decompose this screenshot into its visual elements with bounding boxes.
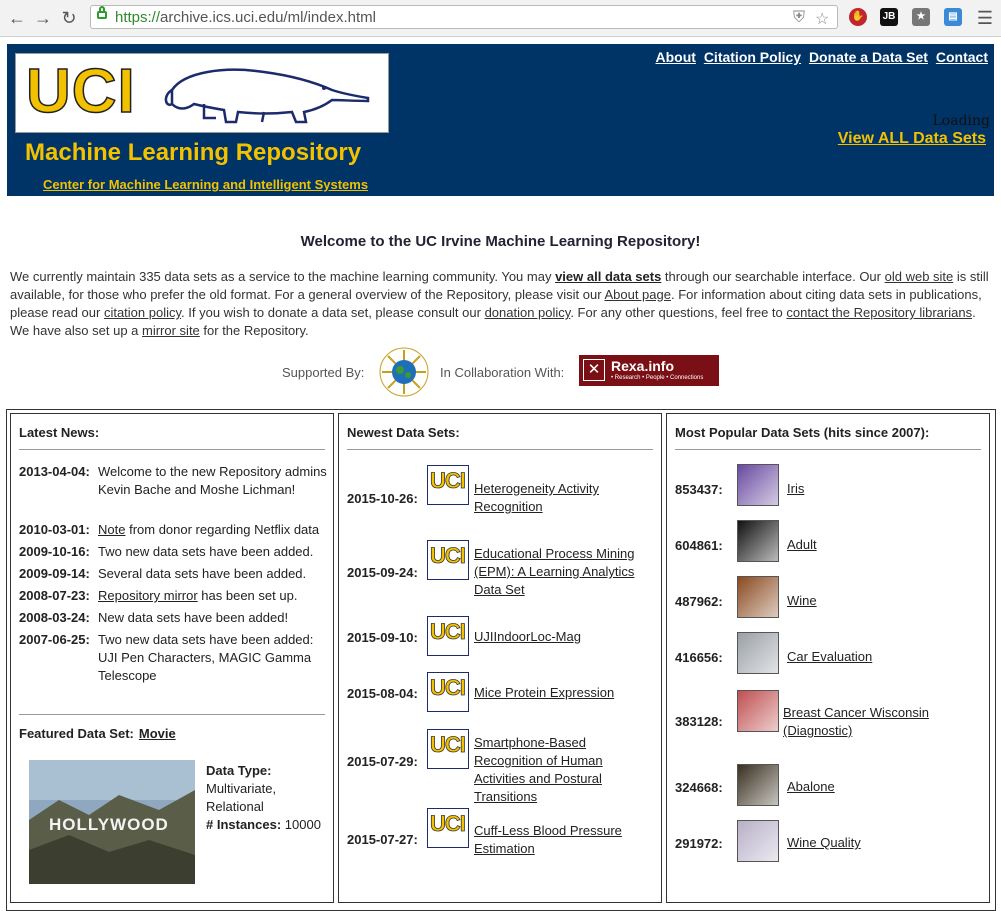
popular-data-sets-title: Most Popular Data Sets (hits since 2007): <box>675 425 930 440</box>
dataset-link[interactable]: Breast Cancer Wisconsin (Diagnostic) <box>783 705 929 738</box>
dataset-date: 2015-07-29: <box>347 754 418 769</box>
reload-icon[interactable]: ↻ <box>61 8 77 28</box>
bookmark-star-icon[interactable]: ☆ <box>815 11 830 28</box>
dataset-link[interactable]: Adult <box>787 537 817 552</box>
data-type-label: Data Type: <box>206 763 272 778</box>
loading-text: Loading <box>932 113 990 129</box>
lock-icon <box>97 11 107 19</box>
intro-paragraph: We currently maintain 335 data sets as a service to the machine learning community. You may view all data sets through our searchable interface. Our old web site is still available, for those who prefer the old format. For a general overview of the Repository, please visit our About page. For information about citing data sets in publications, please read our citation policy. If you wish to donate a data set, please consult our donation policy. For any other questions, feel free to contact the Repository librarians. We have also set up a mirror site for the Repository. <box>10 269 989 338</box>
mirror-site-link[interactable]: mirror site <box>142 323 200 338</box>
netflix-note-link[interactable]: Note <box>98 522 126 537</box>
back-arrow-icon[interactable]: ← <box>8 8 26 28</box>
rexa-logo[interactable] <box>579 355 719 386</box>
contact-librarians-link[interactable]: contact the Repository librarians <box>786 305 973 320</box>
shield-icon[interactable]: ⛨ <box>793 9 806 26</box>
dataset-date: 2015-09-24: <box>347 565 418 580</box>
divider <box>19 714 325 715</box>
featured-movie-link[interactable]: Movie <box>138 726 176 741</box>
dataset-link[interactable]: Cuff-Less Blood Pressure Estimation <box>474 823 622 856</box>
citation-policy-inline-link[interactable]: citation policy <box>103 305 182 320</box>
hit-count: 324668: <box>675 780 723 795</box>
divider <box>675 449 981 450</box>
citation-policy-link[interactable]: Citation Policy <box>703 49 802 65</box>
folder-icon[interactable]: ▤ <box>944 8 962 26</box>
latest-news-panel <box>10 413 334 903</box>
forward-arrow-icon[interactable]: → <box>34 8 52 28</box>
dataset-link[interactable]: Mice Protein Expression <box>474 685 615 700</box>
url-text[interactable]: https://archive.ics.uci.edu/ml/index.html <box>115 9 376 26</box>
rexa-tagline: • Research • People • Connections <box>611 375 704 381</box>
news-date: 2013-04-04: <box>19 464 90 479</box>
dataset-link[interactable]: Car Evaluation <box>787 649 873 664</box>
hit-count: 291972: <box>675 836 723 851</box>
site-header <box>7 44 994 196</box>
browser-toolbar <box>0 0 1001 37</box>
adblock-icon[interactable]: ✋ <box>849 8 867 26</box>
uci-thumb-icon[interactable]: UCI <box>427 808 469 848</box>
hit-count: 487962: <box>675 594 723 609</box>
news-date: 2008-07-23: <box>19 588 90 603</box>
hit-count: 853437: <box>675 482 723 497</box>
donation-policy-link[interactable]: donation policy <box>484 305 571 320</box>
featured-data-set: Featured Data Set: Movie <box>19 726 176 741</box>
dataset-link[interactable]: Educational Process Mining (EPM): A Learning Analytics Data Set <box>474 546 635 597</box>
adult-thumb[interactable] <box>737 520 779 562</box>
wine-quality-thumb[interactable] <box>737 820 779 862</box>
hit-count: 383128: <box>675 714 723 729</box>
news-date: 2010-03-01: <box>19 522 90 537</box>
news-text: Two new data sets have been added: UJI Pen Characters, MAGIC Gamma Telescope <box>98 632 314 683</box>
news-text: New data sets have been added! <box>98 610 289 625</box>
uci-logo[interactable] <box>15 53 389 133</box>
repository-mirror-link[interactable]: Repository mirror <box>98 588 198 603</box>
news-text: Several data sets have been added. <box>98 566 307 581</box>
anteater-icon <box>164 60 374 126</box>
news-text: Two new data sets have been added. <box>98 544 314 559</box>
news-text: Welcome to the new Repository admins Kevin Bache and Moshe Lichman! <box>98 464 327 497</box>
dataset-link[interactable]: Heterogeneity Activity Recognition <box>474 481 600 514</box>
supported-by-label: Supported By: <box>282 365 365 380</box>
dataset-link[interactable]: Abalone <box>787 779 835 794</box>
old-web-site-link[interactable]: old web site <box>884 269 954 284</box>
divider <box>347 449 653 450</box>
popular-data-sets-panel <box>666 413 990 903</box>
jetbrains-icon[interactable]: JB <box>880 8 898 26</box>
instances-value: 10000 <box>284 817 321 832</box>
newest-data-sets-title: Newest Data Sets: <box>347 425 460 440</box>
uci-thumb-icon[interactable]: UCI <box>427 540 469 580</box>
repository-title: Machine Learning Repository <box>25 139 362 166</box>
uci-thumb-icon[interactable]: UCI <box>427 729 469 769</box>
latest-news-title: Latest News: <box>19 425 100 440</box>
uci-thumb-icon[interactable]: UCI <box>427 465 469 505</box>
car-thumb[interactable] <box>737 632 779 674</box>
nsf-logo-icon[interactable] <box>378 346 430 398</box>
instances-label: # Instances: <box>206 817 282 832</box>
contact-link[interactable]: Contact <box>935 49 988 65</box>
center-link[interactable]: Center for Machine Learning and Intelligent Systems <box>43 177 369 192</box>
dataset-date: 2015-08-04: <box>347 686 418 701</box>
donate-link[interactable]: Donate a Data Set <box>808 49 928 65</box>
hit-count: 604861: <box>675 538 723 553</box>
dataset-link[interactable]: Wine <box>787 593 817 608</box>
news-text: Note from donor regarding Netflix data <box>98 522 320 537</box>
dataset-date: 2015-10-26: <box>347 491 418 506</box>
hit-count: 416656: <box>675 650 723 665</box>
dataset-link[interactable]: Iris <box>787 481 805 496</box>
about-link[interactable]: About <box>655 49 696 65</box>
data-type-value: Multivariate, Relational <box>206 781 277 814</box>
newest-data-sets-panel <box>338 413 662 903</box>
featured-info <box>206 762 321 834</box>
news-date: 2008-03-24: <box>19 610 90 625</box>
menu-icon[interactable]: ☰ <box>976 8 994 28</box>
dataset-link[interactable]: Smartphone-Based Recognition of Human Activities and Postural Transitions <box>474 735 603 804</box>
dataset-date: 2015-09-10: <box>347 630 418 645</box>
view-all-data-sets-link[interactable]: view all data sets <box>555 269 662 284</box>
svg-text:HOLLYWOOD: HOLLYWOOD <box>49 815 169 834</box>
uci-thumb-icon[interactable]: UCI <box>427 672 469 712</box>
divider <box>19 449 325 450</box>
uci-thumb-icon[interactable]: UCI <box>427 616 469 656</box>
extension-icon[interactable]: ★ <box>912 8 930 26</box>
dataset-link[interactable]: UJIIndoorLoc-Mag <box>474 629 581 644</box>
rexa-name: Rexa.info <box>611 358 675 374</box>
breast-cancer-thumb[interactable] <box>737 690 779 732</box>
dataset-link[interactable]: Wine Quality <box>787 835 861 850</box>
rexa-x-icon: ✕ <box>583 359 605 381</box>
abalone-thumb[interactable] <box>737 764 779 806</box>
top-nav <box>651 49 988 65</box>
address-bar[interactable] <box>90 5 838 29</box>
news-date: 2007-06-25: <box>19 632 90 647</box>
iris-thumb[interactable] <box>737 464 779 506</box>
uci-logo-text: UCI <box>26 57 136 126</box>
welcome-title: Welcome to the UC Irvine Machine Learning Repository! <box>300 233 701 250</box>
dataset-date: 2015-07-27: <box>347 832 418 847</box>
wine-thumb[interactable] <box>737 576 779 618</box>
view-all-link[interactable]: View ALL Data Sets <box>837 130 986 147</box>
about-page-link[interactable]: About page <box>604 287 671 302</box>
news-text: Repository mirror has been set up. <box>98 588 298 603</box>
hollywood-image[interactable] <box>29 760 195 884</box>
news-date: 2009-09-14: <box>19 566 90 581</box>
collaboration-label: In Collaboration With: <box>440 365 565 380</box>
news-date: 2009-10-16: <box>19 544 90 559</box>
